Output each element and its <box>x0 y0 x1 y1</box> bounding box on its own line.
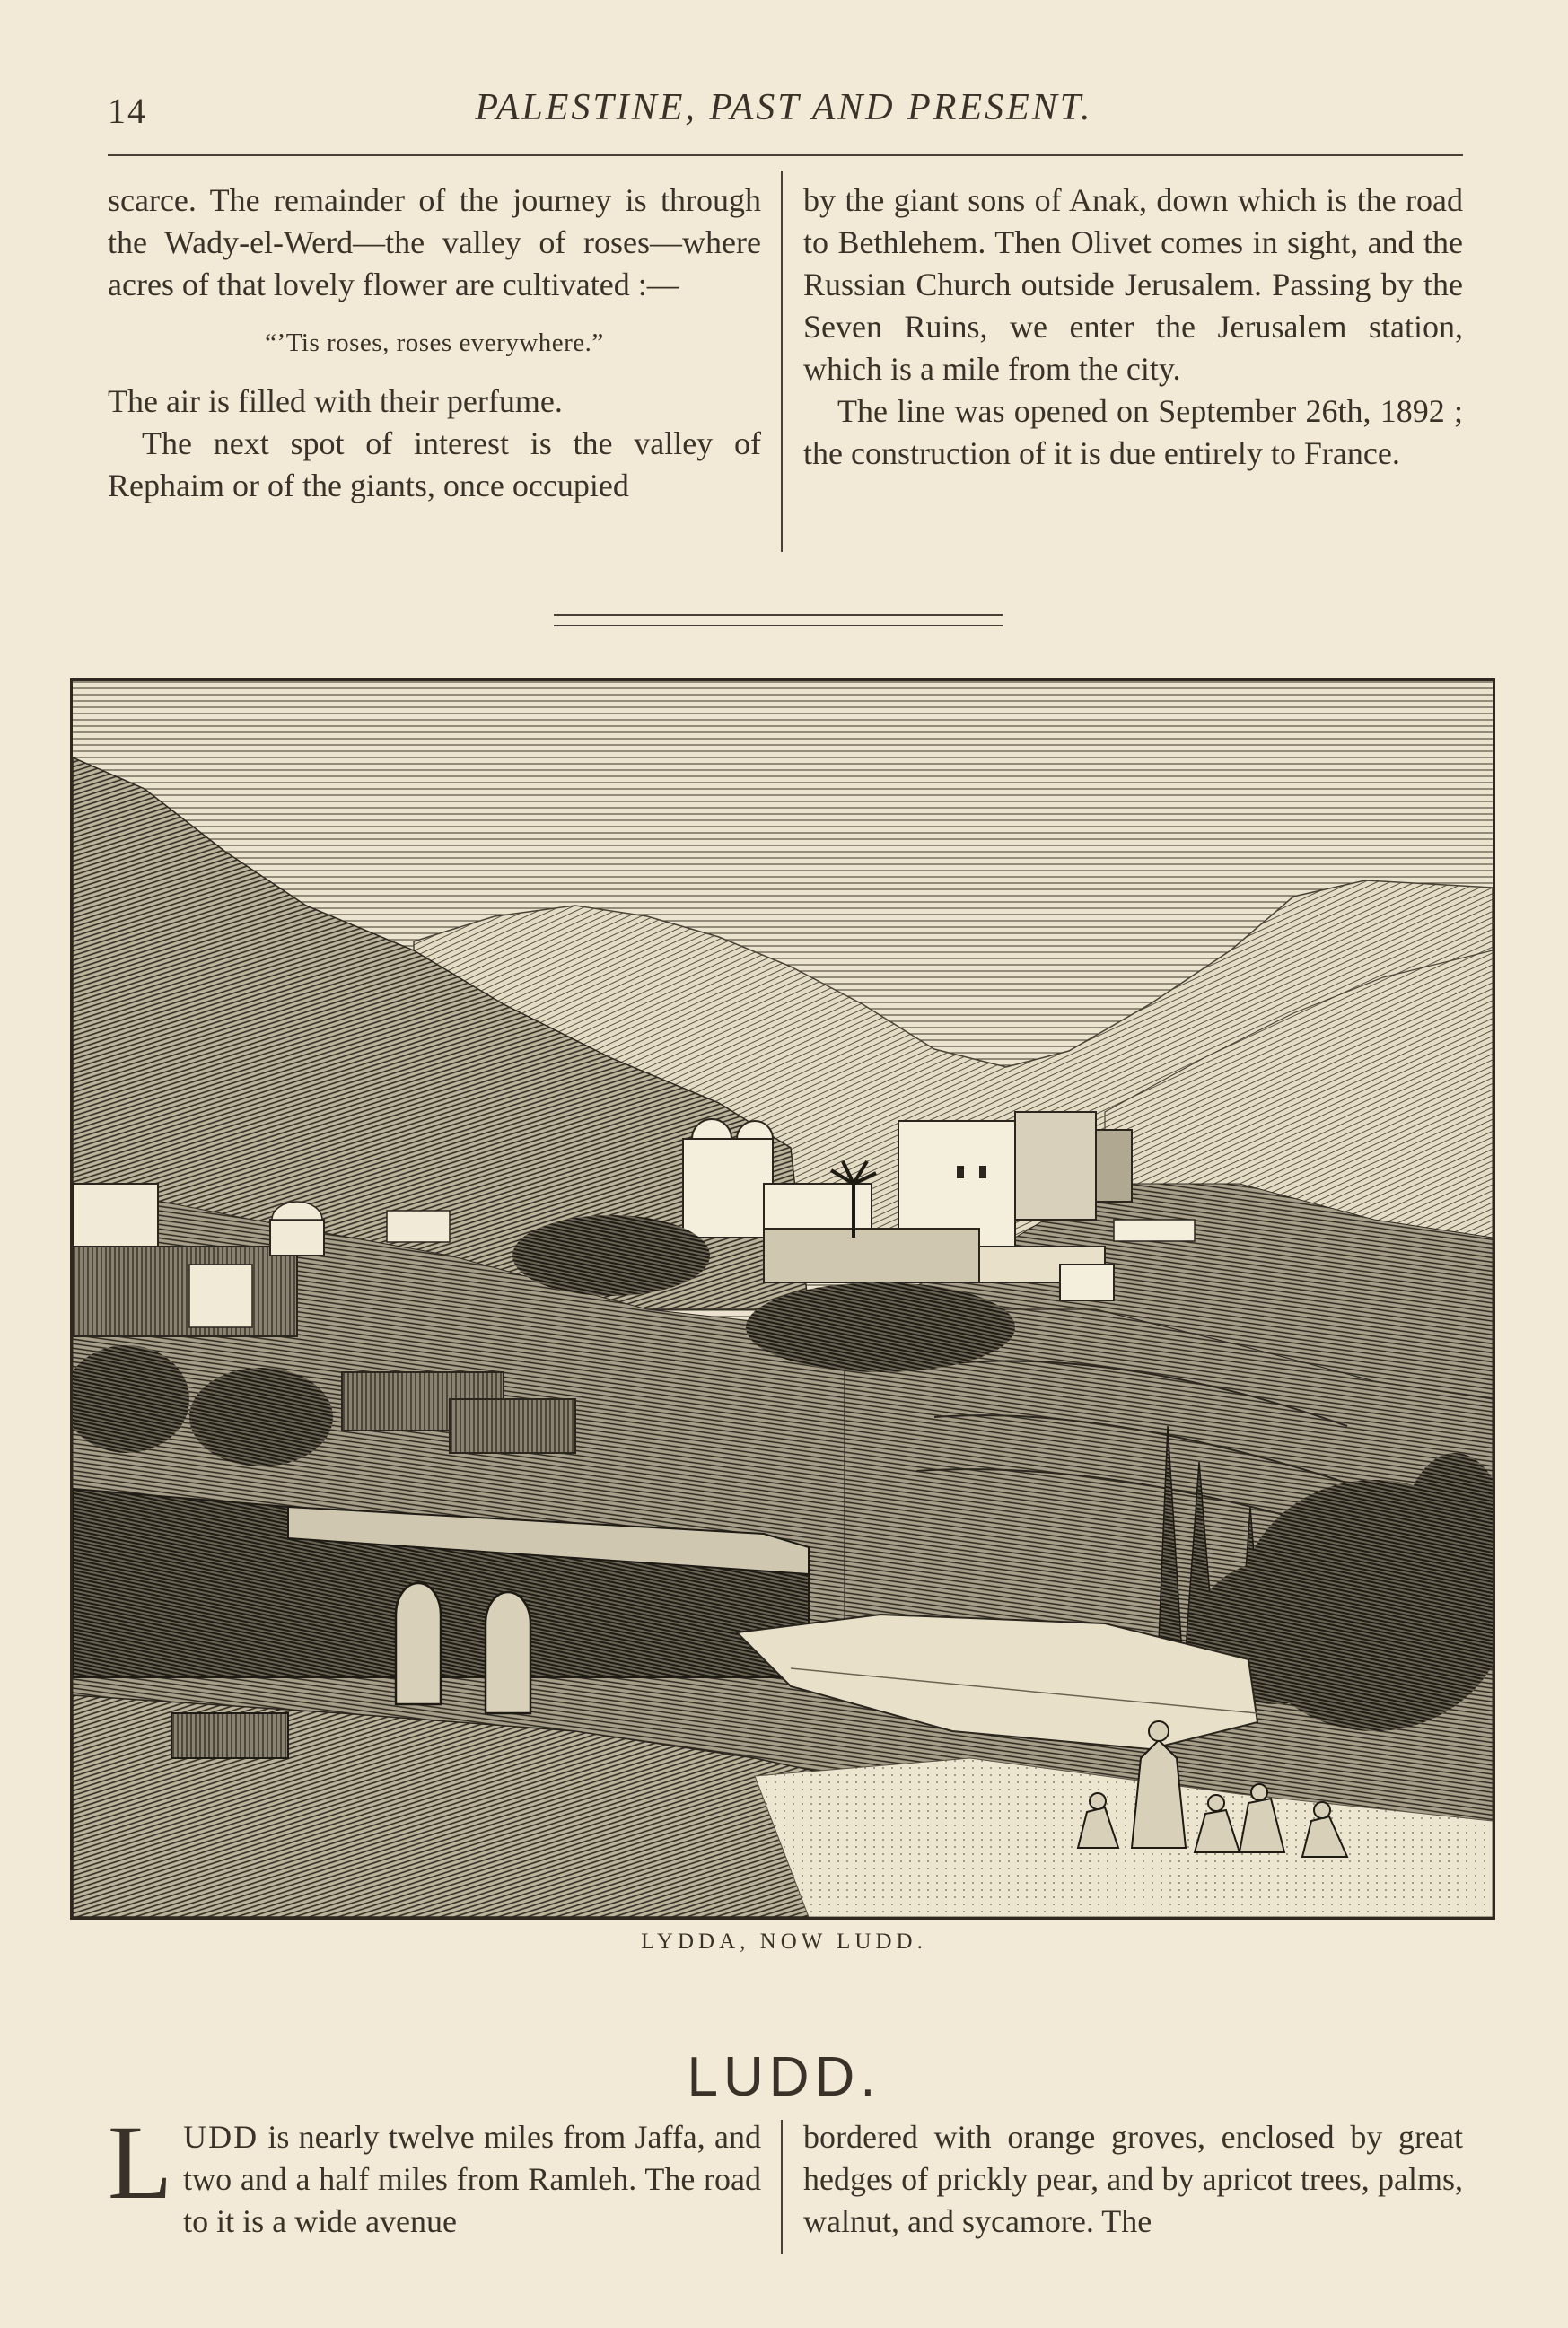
bottom-right-column: bordered with orange groves, enclosed by great hedges of prickly pear, and by apricot trees, palms, walnut, and sycamore. The <box>803 2119 1463 2239</box>
paragraph-text: is nearly twelve miles from Jaffa, and two and a half miles from Ramleh. The road to it is a wide avenue <box>183 2119 761 2239</box>
column-divider <box>781 171 783 552</box>
stone-block <box>171 1713 288 1758</box>
paragraph: by the giant sons of Anak, down which is the road to Bethlehem. Then Olivet comes in sight, and the Russian Church outside Jerusalem. Passing by the Seven Ruins, we enter the Jerusalem station, which is a mile from the city. <box>803 182 1463 387</box>
paragraph: The next spot of interest is the valley of Rephaim or of the giants, once occupied <box>108 425 761 503</box>
header-rule <box>108 154 1463 156</box>
landscape-engraving <box>73 681 1493 1917</box>
paragraph: scarce. The remainder of the journey is through the Wady-el-Werd—the valley of roses—where acres of that lovely flower are cultivated :— <box>108 182 761 302</box>
engraving-illustration <box>70 678 1495 1920</box>
drop-cap: L <box>108 2104 173 2221</box>
top-left-column <box>108 179 761 507</box>
paragraph: The line was opened on September 26th, 1892 ; the construction of it is due entirely to France. <box>803 393 1463 471</box>
quotation: “’Tis roses, roses everywhere.” <box>265 328 604 357</box>
first-word: UDD <box>183 2119 259 2155</box>
top-right-column <box>803 179 1463 475</box>
running-title: PALESTINE, PAST AND PRESENT. <box>475 87 1093 128</box>
illustration-caption: LYDDA, NOW LUDD. <box>641 1930 927 1954</box>
section-heading: LUDD. <box>687 2046 881 2109</box>
paragraph: The air is filled with their perfume. <box>108 383 563 419</box>
column-divider <box>781 2120 783 2254</box>
ornamental-rule <box>554 614 1003 626</box>
page-number: 14 <box>108 91 147 131</box>
bottom-left-column <box>108 2104 761 2243</box>
